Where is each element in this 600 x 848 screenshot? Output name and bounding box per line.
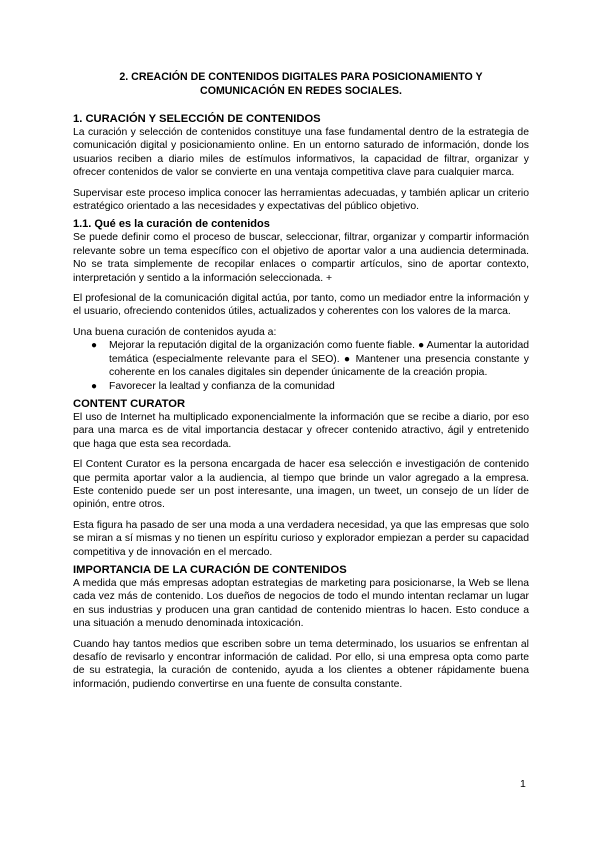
content-curator-paragraph-2: El Content Curator es la persona encargada de hacer esa selección e investigación de contenido que permita aportar valor a la audiencia, al tiempo que brinde un valor agregado a la empresa. Este contenido puede ser un post interesante, una imagen, un tweet, un consejo de un líder de opinión, entre otros. — [73, 459, 529, 511]
bullet-icon: ● — [91, 380, 98, 392]
section-1-1-paragraph-2: El profesional de la comunicación digital actúa, por tanto, como un mediador entre la información y el usuario, ofreciendo contenidos útiles, actualizados y coherentes con los valores de la marca. — [73, 293, 529, 318]
content-curator-paragraph-3: Esta figura ha pasado de ser una moda a una verdadera necesidad, ya que las empresas que solo se miran a sí mismas y no tienen un espíritu curioso y explorador empiezan a perder su capacidad competitiva y de innovación en el mercado. — [73, 519, 529, 558]
section-1-paragraph-2: Supervisar este proceso implica conocer las herramientas adecuadas, y también aplicar un criterio estratégico orientado a las necesidades y expectativas del público objetivo. — [73, 187, 529, 213]
importancia-heading: IMPORTANCIA DE LA CURACIÓN DE CONTENIDOS — [73, 563, 347, 576]
page-number: 1 — [520, 778, 526, 790]
page-content — [73, 70, 529, 698]
document-title: 2. CREACIÓN DE CONTENIDOS DIGITALES PARA POSICIONAMIENTO Y COMUNICACIÓN EN REDES SOCIALES. — [119, 71, 483, 97]
list-item — [91, 339, 529, 379]
content-curator-heading: CONTENT CURATOR — [73, 397, 186, 410]
section-1-1-paragraph-1: Se puede definir como el proceso de buscar, seleccionar, filtrar, organizar y compartir información relevante sobre un tema específico con el objetivo de aportar valor a una audiencia determinada. No se trata simplemente de recopilar enlaces o compartir artículos, sino de aportar contexto, interpretación y sentido a la información seleccionada. + — [73, 232, 529, 284]
importancia-paragraph-1: A medida que más empresas adoptan estrategias de marketing para posicionarse, la Web se llena cada vez más de contenido. Los dueños de negocios de todo el mundo intentan reclamar un lugar en sus industrias y producen una gran cantidad de contenido mientras lo hacen. Esto conduce a una situación a menudo denominada intoxicación. — [73, 577, 529, 630]
list-item-text: Favorecer la lealtad y confianza de la comunidad — [109, 380, 335, 392]
section-1-paragraph-1: La curación y selección de contenidos constituye una fase fundamental dentro de la estrategia de comunicación digital y posicionamiento online. En un entorno saturado de información, donde los usuarios reciben a diario miles de estímulos informativos, la capacidad de filtrar, organizar y ofrecer contenidos de valor se convierte en una ventaja competitiva clave para cualquier marca. — [73, 127, 529, 179]
list-item-text: Mejorar la reputación digital de la organización como fuente fiable. ● Aumentar la autoridad temática (especialmente relevante para el SEO). ● Mantener una presencia constante y coherente en los canales digitales sin depender únicamente de la creación propia. — [109, 340, 529, 379]
section-1-1-paragraph-3: Una buena curación de contenidos ayuda a: — [73, 326, 277, 338]
bullet-icon: ● — [91, 340, 98, 352]
content-curator-paragraph-1: El uso de Internet ha multiplicado exponencialmente la información que se recibe a diario, por eso para una marca es de vital importancia destacar y ofrecer contenido atractivo, ágil y entretenido que haga que esta sea recordada. — [73, 411, 529, 450]
importancia-paragraph-2: Cuando hay tantos medios que escriben sobre un tema determinado, los usuarios se enfrentan al desafío de revisarlo y encontrar información de calidad. Por ello, si una empresa opta como parte de su estrategia, la curación de contenido, ayuda a los clientes a obtener rápidamente buena información, pudiendo convertirse en una fuente de consulta constante. — [73, 638, 529, 690]
list-item — [91, 380, 529, 393]
section-1-1-heading: 1.1. Qué es la curación de contenidos — [73, 218, 270, 231]
benefits-list — [73, 339, 529, 393]
section-1-heading: 1. CURACIÓN Y SELECCIÓN DE CONTENIDOS — [73, 113, 321, 125]
